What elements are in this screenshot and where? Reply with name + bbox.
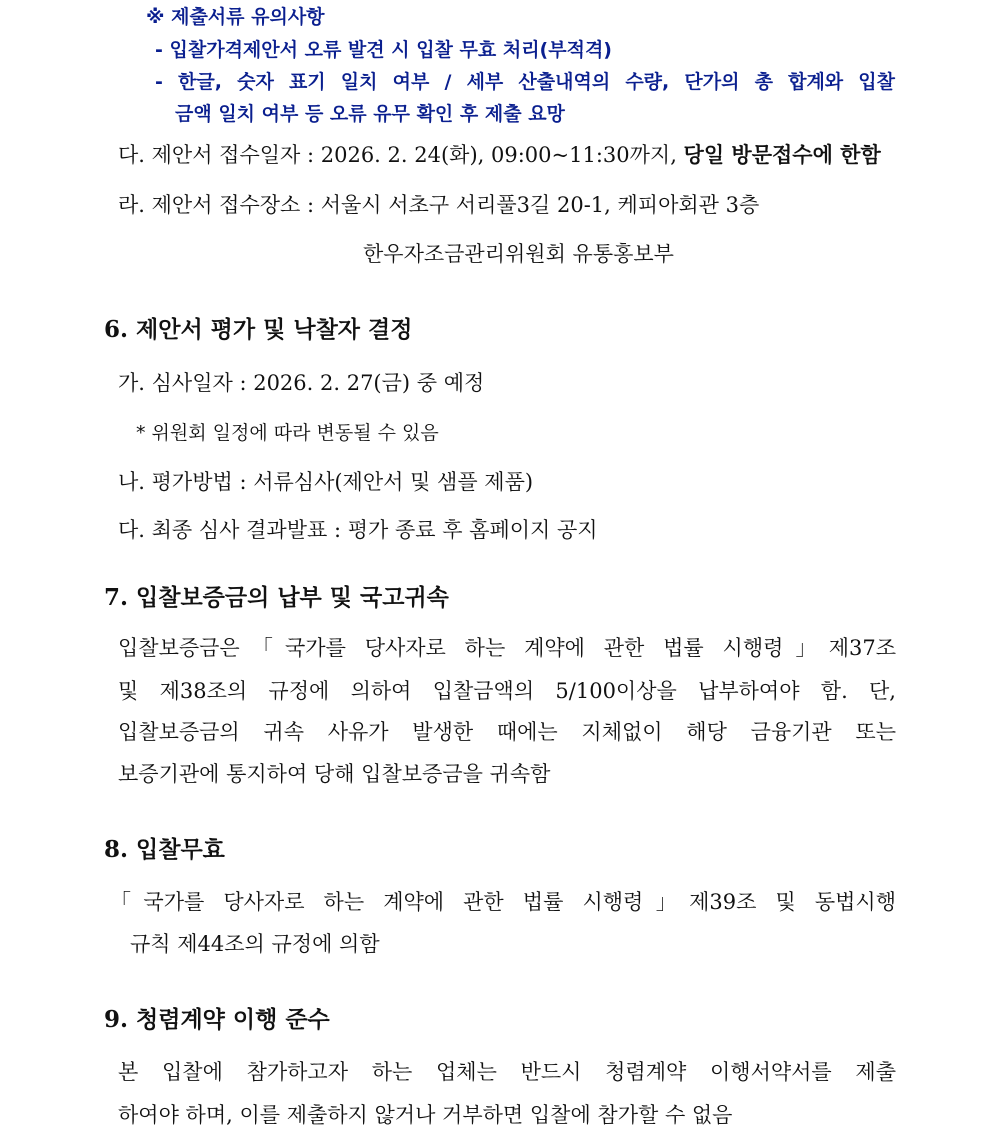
section7-heading: 7. 입찰보증금의 납부 및 국고귀속 (104, 584, 449, 611)
submission-date-emphasis: 당일 방문접수에 한함 (683, 142, 881, 167)
section6-heading: 6. 제안서 평가 및 낙찰자 결정 (104, 316, 413, 343)
section9-line-1: 본 입찰에 참가하고자 하는 업체는 반드시 청렴계약 이행서약서를 제출 (118, 1060, 896, 1084)
notice-item-2-line-1: - 한글, 숫자 표기 일치 여부 / 세부 산출내역의 수량, 단가의 총 합계와 입찰 (155, 71, 895, 93)
section6-item-na: 나. 평가방법 : 서류심사(제안서 및 샘플 제품) (118, 470, 534, 494)
submission-date-text: 다. 제안서 접수일자 : 2026. 2. 24(화), 09:00~11:30까지, (118, 143, 684, 167)
section5-item-ra: 라. 제안서 접수장소 : 서울시 서초구 서리풀3길 20-1, 케피아회관 3층 (118, 193, 760, 217)
section8-line-1: 「국가를 당사자로 하는 계약에 관한 법률 시행령」제39조 및 동법시행 (110, 890, 896, 914)
section9-heading: 9. 청렴계약 이행 준수 (104, 1006, 330, 1033)
notice-title: ※ 제출서류 유의사항 (146, 6, 325, 28)
section7-line-2: 및 제38조의 규정에 의하여 입찰금액의 5/100이상을 납부하여야 함. 단, (118, 679, 896, 703)
section9-line-2: 하여야 하며, 이를 제출하지 않거나 거부하면 입찰에 참가할 수 없음 (118, 1103, 733, 1127)
section6-item-ga: 가. 심사일자 : 2026. 2. 27(금) 중 예정 (118, 371, 485, 395)
section8-heading: 8. 입찰무효 (104, 836, 225, 863)
section6-note: * 위원회 일정에 따라 변동될 수 있음 (136, 422, 439, 444)
section7-line-3: 입찰보증금의 귀속 사유가 발생한 때에는 지체없이 해당 금융기관 또는 (118, 720, 896, 744)
notice-item-1: - 입찰가격제안서 오류 발견 시 입찰 무효 처리(부적격) (155, 39, 612, 61)
notice-item-2-line-2: 금액 일치 여부 등 오류 유무 확인 후 제출 요망 (175, 103, 565, 125)
section5-item-da (118, 141, 881, 169)
section7-line-1: 입찰보증금은「국가를 당사자로 하는 계약에 관한 법률 시행령」제37조 (118, 636, 896, 660)
section7-line-4: 보증기관에 통지하여 당해 입찰보증금을 귀속함 (118, 762, 551, 786)
section5-item-ra-line-2: 한우자조금관리위원회 유통홍보부 (363, 242, 674, 266)
section6-item-da: 다. 최종 심사 결과발표 : 평가 종료 후 홈페이지 공지 (118, 518, 598, 542)
section8-line-2: 규칙 제44조의 규정에 의함 (130, 932, 380, 956)
